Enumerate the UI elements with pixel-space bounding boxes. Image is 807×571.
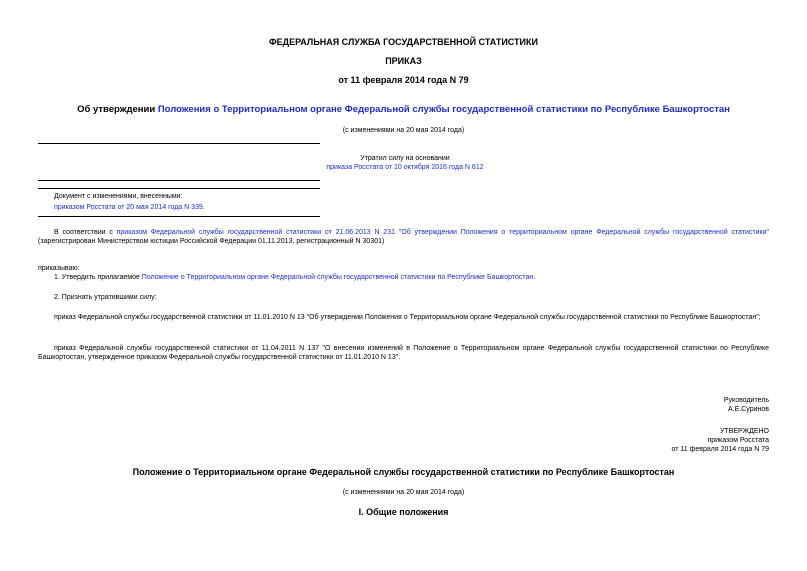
- signatory-name: А.Е.Суринов: [728, 406, 769, 413]
- repealed-note: Утратил силу на основании: [360, 155, 450, 162]
- status-box: [320, 154, 490, 172]
- approval-block: [672, 427, 769, 454]
- repeal-order-link[interactable]: приказа Росстата от 10 октября 2016 года N 612: [326, 164, 484, 171]
- approval-line-2: приказом Росстата: [707, 437, 769, 444]
- base-order-link[interactable]: приказом Федеральной службы государственной статистики от 21.06.2013 N 231 "Об утверждении Положения о территориальном органе Федеральной службы государственной статистики": [116, 229, 770, 236]
- annex-title: Положение о Территориальном органе Федеральной службы государственной статистики по Республике Башкортостан: [132, 467, 675, 477]
- signatory-role: Руководитель: [723, 397, 769, 404]
- changes-label: Документ с изменениями, внесенными:: [54, 193, 183, 200]
- doc-title: [0, 104, 807, 116]
- divider: [38, 188, 320, 189]
- divider: [38, 143, 320, 144]
- clause-1-suffix: .: [533, 274, 536, 281]
- clause-2: 2. Признать утратившими силу:: [54, 294, 157, 301]
- agency-name: ФЕДЕРАЛЬНАЯ СЛУЖБА ГОСУДАРСТВЕННОЙ СТАТИСТИКИ: [269, 37, 538, 47]
- doc-type: ПРИКАЗ: [385, 56, 422, 66]
- preamble-prefix: В соответствии с: [54, 229, 117, 236]
- preamble-paragraph: [38, 228, 769, 246]
- clause-1: [54, 273, 535, 282]
- approval-line-3: от 11 февраля 2014 года N 79: [671, 446, 769, 453]
- divider: [38, 180, 320, 181]
- preamble-suffix: (зарегистрирован Министерством юстиции Российской Федерации 01.11.2013, регистрационный N 30301): [38, 238, 385, 245]
- order-word: приказываю:: [38, 265, 80, 272]
- repealed-order-1: приказ Федеральной службы государственной статистики от 11.01.2010 N 13 "Об утверждении Положения о Территориальном органе Федеральной службы государственной статистики по Республике Башкортостан";: [54, 314, 761, 321]
- section-heading: I. Общие положения: [358, 507, 449, 517]
- amended-note: (с изменениями на 20 мая 2014 года): [342, 127, 465, 134]
- repealed-order-2: приказ Федеральной службы государственной статистики от 11.04.2011 N 137 "О внесении изменений в Положение о Территориальном органе Федеральной службы государственной статистики по Республике Башкортостан, утвержденное приказом Федеральной службы государственной статистики от 11.01.2010 N 13".: [38, 345, 769, 361]
- annex-amended-note: (с изменениями на 20 мая 2014 года): [342, 489, 465, 496]
- changes-box: [54, 192, 205, 212]
- doc-title-prefix: Об утверждении: [77, 104, 158, 115]
- amendment-order-link[interactable]: приказом Росстата от 20 мая 2014 года N 339: [54, 204, 203, 211]
- clause-1-prefix: 1. Утвердить прилагаемое: [54, 274, 142, 281]
- divider: [38, 216, 320, 217]
- signature-block: [724, 396, 769, 414]
- regulation-link[interactable]: Положения о Территориальном органе Федеральной службы государственной статистики по Республике Башкортостан: [157, 104, 730, 115]
- doc-date-number: от 11 февраля 2014 года N 79: [338, 75, 469, 85]
- approval-line-1: УТВЕРЖДЕНО: [719, 428, 769, 435]
- attached-regulation-link[interactable]: Положение о Территориальном органе Федеральной службы государственной статистики по Республике Башкортостан: [141, 274, 534, 281]
- changes-suffix: .: [202, 204, 205, 211]
